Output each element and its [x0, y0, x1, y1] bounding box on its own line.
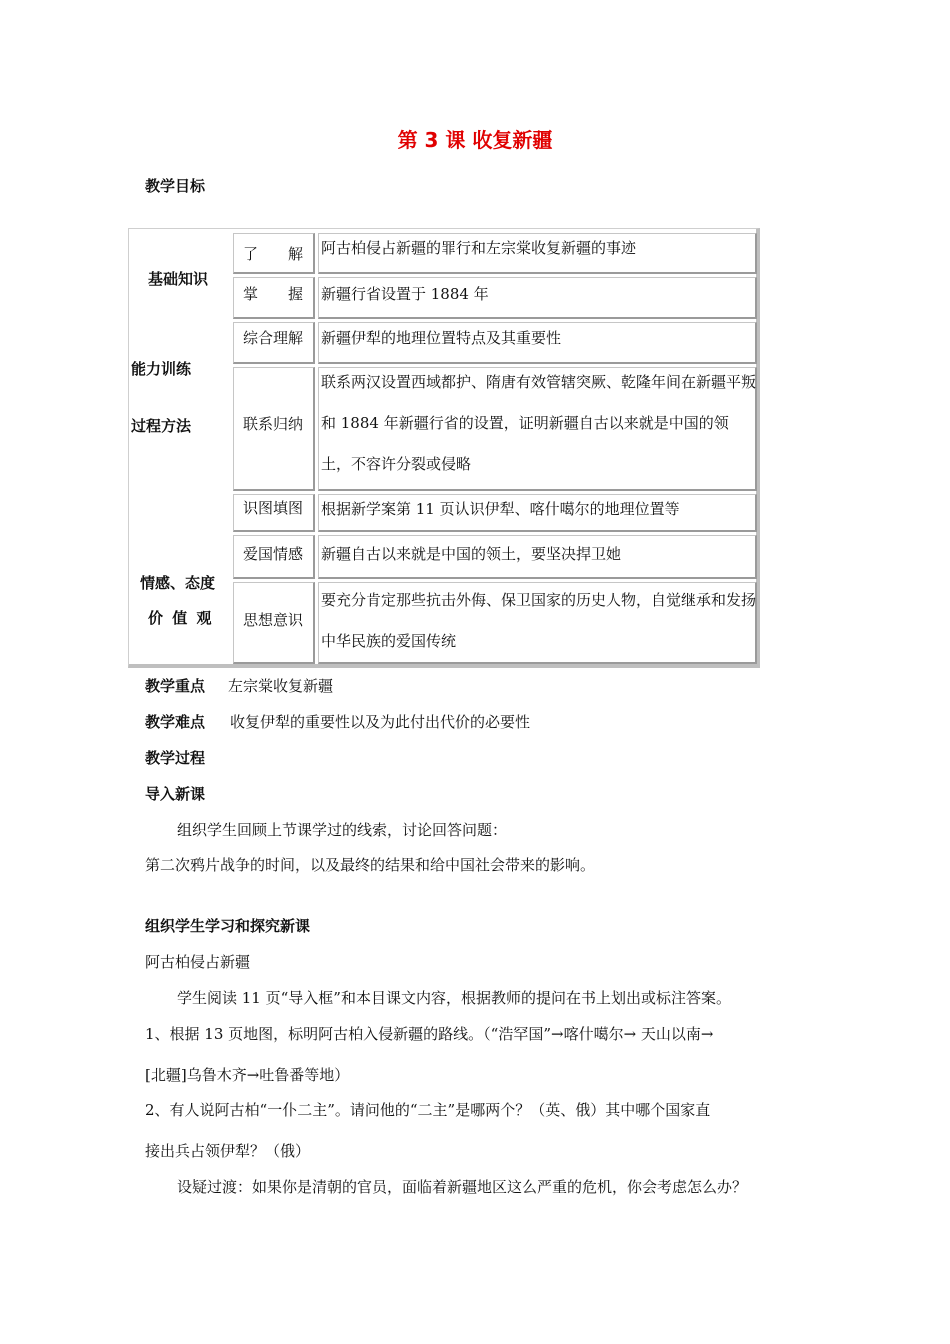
row-content: 新疆行省设置于 1884 年: [321, 285, 489, 303]
category-emotion-line1: 情感、态度: [140, 574, 216, 592]
category-ability-line1: 能力训练: [131, 360, 192, 378]
key-point-label: 教学重点: [145, 677, 206, 695]
difficulty-text: 收复伊犁的重要性以及为此付出代价的必要性: [230, 713, 531, 731]
transition-paragraph: 设疑过渡：如果你是清朝的官员，面临着新疆地区这么严重的危机，你会考虑怎么办？: [177, 1178, 748, 1196]
row-label: 识图填图: [243, 499, 304, 517]
row-content: 阿古柏侵占新疆的罪行和左宗棠收复新疆的事迹: [321, 239, 637, 257]
category-ability-line2: 过程方法: [131, 417, 192, 435]
row-content: 新疆自古以来就是中国的领土，要坚决捍卫她: [321, 545, 622, 563]
key-point-text: 左宗棠收复新疆: [228, 677, 334, 695]
row-content: 要充分肯定那些抗击外侮、保卫国家的历史人物，自觉继承和发扬中华民族的爱国传统: [321, 591, 757, 650]
row-content: 新疆伊犁的地理位置特点及其重要性: [321, 329, 562, 347]
question-2-line-1: 2、有人说阿古柏“一仆二主”。请问他的“二主”是哪两个？（英、俄）其中哪个国家直: [145, 1101, 711, 1119]
row-label: 联系归纳: [243, 415, 304, 433]
row-content: 根据新学案第 11 页认识伊犁、喀什噶尔的地理位置等: [321, 500, 680, 518]
row-label: 爱国情感: [243, 545, 304, 563]
row-label: 综合理解: [243, 329, 304, 347]
process-heading: 教学过程: [145, 749, 206, 767]
intro-paragraph-1: 组织学生回顾上节课学过的线索，讨论回答问题：: [177, 821, 508, 839]
difficulty-label: 教学难点: [145, 713, 206, 731]
study-heading: 组织学生学习和探究新课: [145, 917, 311, 935]
question-2-line-2: 接出兵占领伊犁？（俄）: [145, 1142, 311, 1160]
question-1-line-1: 1、根据 13 页地图，标明阿古柏入侵新疆的路线。（“浩罕国”→喀什噶尔→ 天山以南→: [145, 1025, 714, 1043]
question-1-line-2: [北疆]乌鲁木齐→吐鲁番等地）: [145, 1066, 350, 1084]
row-label: 掌 握: [243, 285, 304, 303]
intro-paragraph-2: 第二次鸦片战争的时间，以及最终的结果和给中国社会带来的影响。: [145, 856, 596, 874]
intro-heading: 导入新课: [145, 785, 206, 803]
row-content: 联系两汉设置西域都护、隋唐有效管辖突厥、乾隆年间在新疆平叛和 1884 年新疆行省的设置，证明新疆自古以来就是中国的领土，不容许分裂或侵略: [321, 373, 757, 473]
row-label: 思想意识: [243, 611, 304, 629]
section-paragraph: 学生阅读 11 页“导入框”和本目课文内容，根据教师的提问在书上划出或标注答案。: [177, 989, 731, 1007]
category-emotion-line2: 价 值 观: [148, 609, 214, 627]
objectives-heading: 教学目标: [145, 177, 206, 195]
section-title: 阿古柏侵占新疆: [145, 953, 251, 971]
page-title: 第 3 课 收复新疆: [397, 128, 553, 152]
category-basic: 基础知识: [148, 270, 209, 288]
row-label: 了 解: [243, 245, 304, 263]
